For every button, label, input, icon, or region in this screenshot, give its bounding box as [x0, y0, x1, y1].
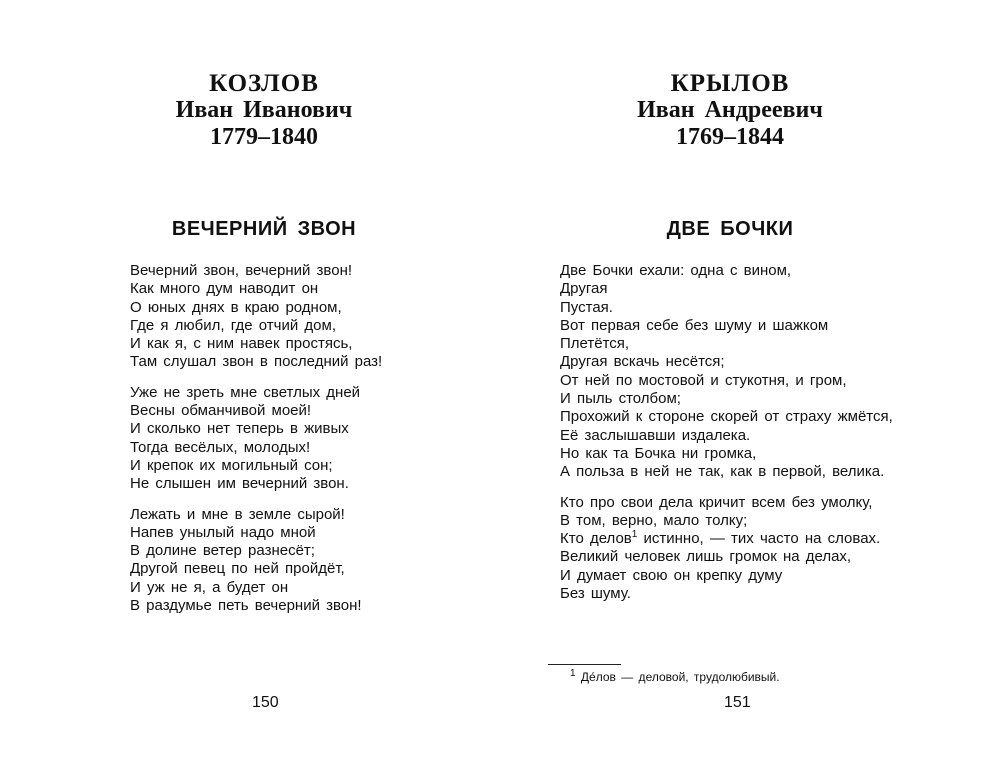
stanza-2: [130, 384, 382, 494]
poem-line: От ней по мостовой и стукотня, и гром,: [560, 371, 847, 389]
poem-line: Уже не зреть мне светлых дней: [130, 383, 361, 401]
stanza-3: [130, 506, 382, 616]
poem-line: И уж не я, а будет он: [130, 578, 289, 596]
author-heading-kozlov: [14, 70, 514, 151]
poem-line: Великий человек лишь громок на делах,: [560, 548, 852, 566]
footnote-mark: 1: [570, 668, 576, 679]
author-given-name: Иван Иванович: [175, 97, 353, 123]
right-page: [500, 0, 1000, 776]
poem-line: Без шуму.: [560, 585, 631, 603]
poem-line: А польза в ней не так, как в первой, велика.: [560, 463, 885, 481]
poem-line: Прохожий к стороне скорей от страху жмётся,: [560, 408, 893, 426]
footnote: [570, 670, 780, 684]
stanza-1: [130, 262, 382, 372]
line-text-before-mark: Кто делов: [560, 530, 632, 548]
footnote-divider: [548, 664, 621, 665]
author-heading-krylov: [480, 70, 980, 151]
line-text-after-mark: истинно, — тих часто на словах.: [637, 530, 881, 548]
poem-line: Не слышен им вечерний звон.: [130, 475, 349, 493]
poem-line: Другой певец по ней пройдёт,: [130, 560, 345, 578]
poem-line: И думает свою он крепку думу: [560, 566, 783, 584]
stanza-1: [560, 262, 893, 482]
poem-body: [560, 262, 893, 615]
poem-line: Где я любил, где отчий дом,: [130, 316, 336, 334]
page-number: 151: [724, 694, 751, 711]
poem-line: И как я, с ним навек простясь,: [130, 335, 353, 353]
author-surname: КРЫЛОВ: [670, 70, 790, 97]
poem-line: Но как та Бочка ни громка,: [560, 444, 757, 462]
poem-line: И сколько нет теперь в живых: [130, 420, 349, 438]
poem-line: Как много дум наводит он: [130, 280, 319, 298]
poem-line: И пыль столбом;: [560, 390, 681, 408]
poem-line: Напев унылый надо мной: [130, 523, 316, 541]
poem-line: Лежать и мне в земле сырой!: [130, 505, 345, 523]
poem-line: Другая вскачь несётся;: [560, 353, 725, 371]
poem-title: ВЕЧЕРНИЙ ЗВОН: [171, 218, 357, 240]
poem-line: Две Бочки ехали: одна с вином,: [560, 262, 792, 279]
poem-line: О юных днях в краю родном,: [130, 298, 342, 316]
poem-line: Кто про свои дела кричит всем без умолку,: [560, 493, 873, 511]
poem-line: Там слушал звон в последний раз!: [130, 353, 383, 371]
poem-line: В том, верно, мало толку;: [560, 511, 748, 529]
author-surname: КОЗЛОВ: [209, 70, 319, 97]
footnote-text: Де́лов — деловой, трудолюбивый.: [580, 670, 780, 684]
poem-line: В долине ветер разнесёт;: [130, 542, 315, 560]
poem-line: Тогда весёлых, молодых!: [130, 438, 311, 456]
stanza-2: [560, 494, 893, 604]
poem-line: Её заслышавши издалека.: [560, 426, 751, 444]
poem-line: В раздумье петь вечерний звон!: [130, 597, 362, 615]
poem-line: Пустая.: [560, 298, 613, 316]
poem-line: Вот первая себе без шуму и шажком: [560, 316, 829, 334]
poem-line: И крепок их могильный сон;: [130, 456, 333, 474]
author-years: 1769–1844: [676, 124, 784, 150]
poem-line-with-footnote: [560, 530, 893, 548]
poem-body: [130, 262, 382, 627]
poem-line: Вечерний звон, вечерний звон!: [130, 262, 353, 279]
poem-line: Плетётся,: [560, 335, 630, 353]
poem-line: Другая: [560, 280, 608, 298]
author-years: 1779–1840: [210, 124, 318, 150]
author-given-name: Иван Андреевич: [637, 97, 823, 123]
poem-title: ДВЕ БОЧКИ: [666, 218, 794, 240]
poem-line: Весны обманчивой моей!: [130, 402, 312, 420]
page-number: 150: [252, 694, 279, 711]
footnote-reference: 1: [631, 529, 638, 541]
